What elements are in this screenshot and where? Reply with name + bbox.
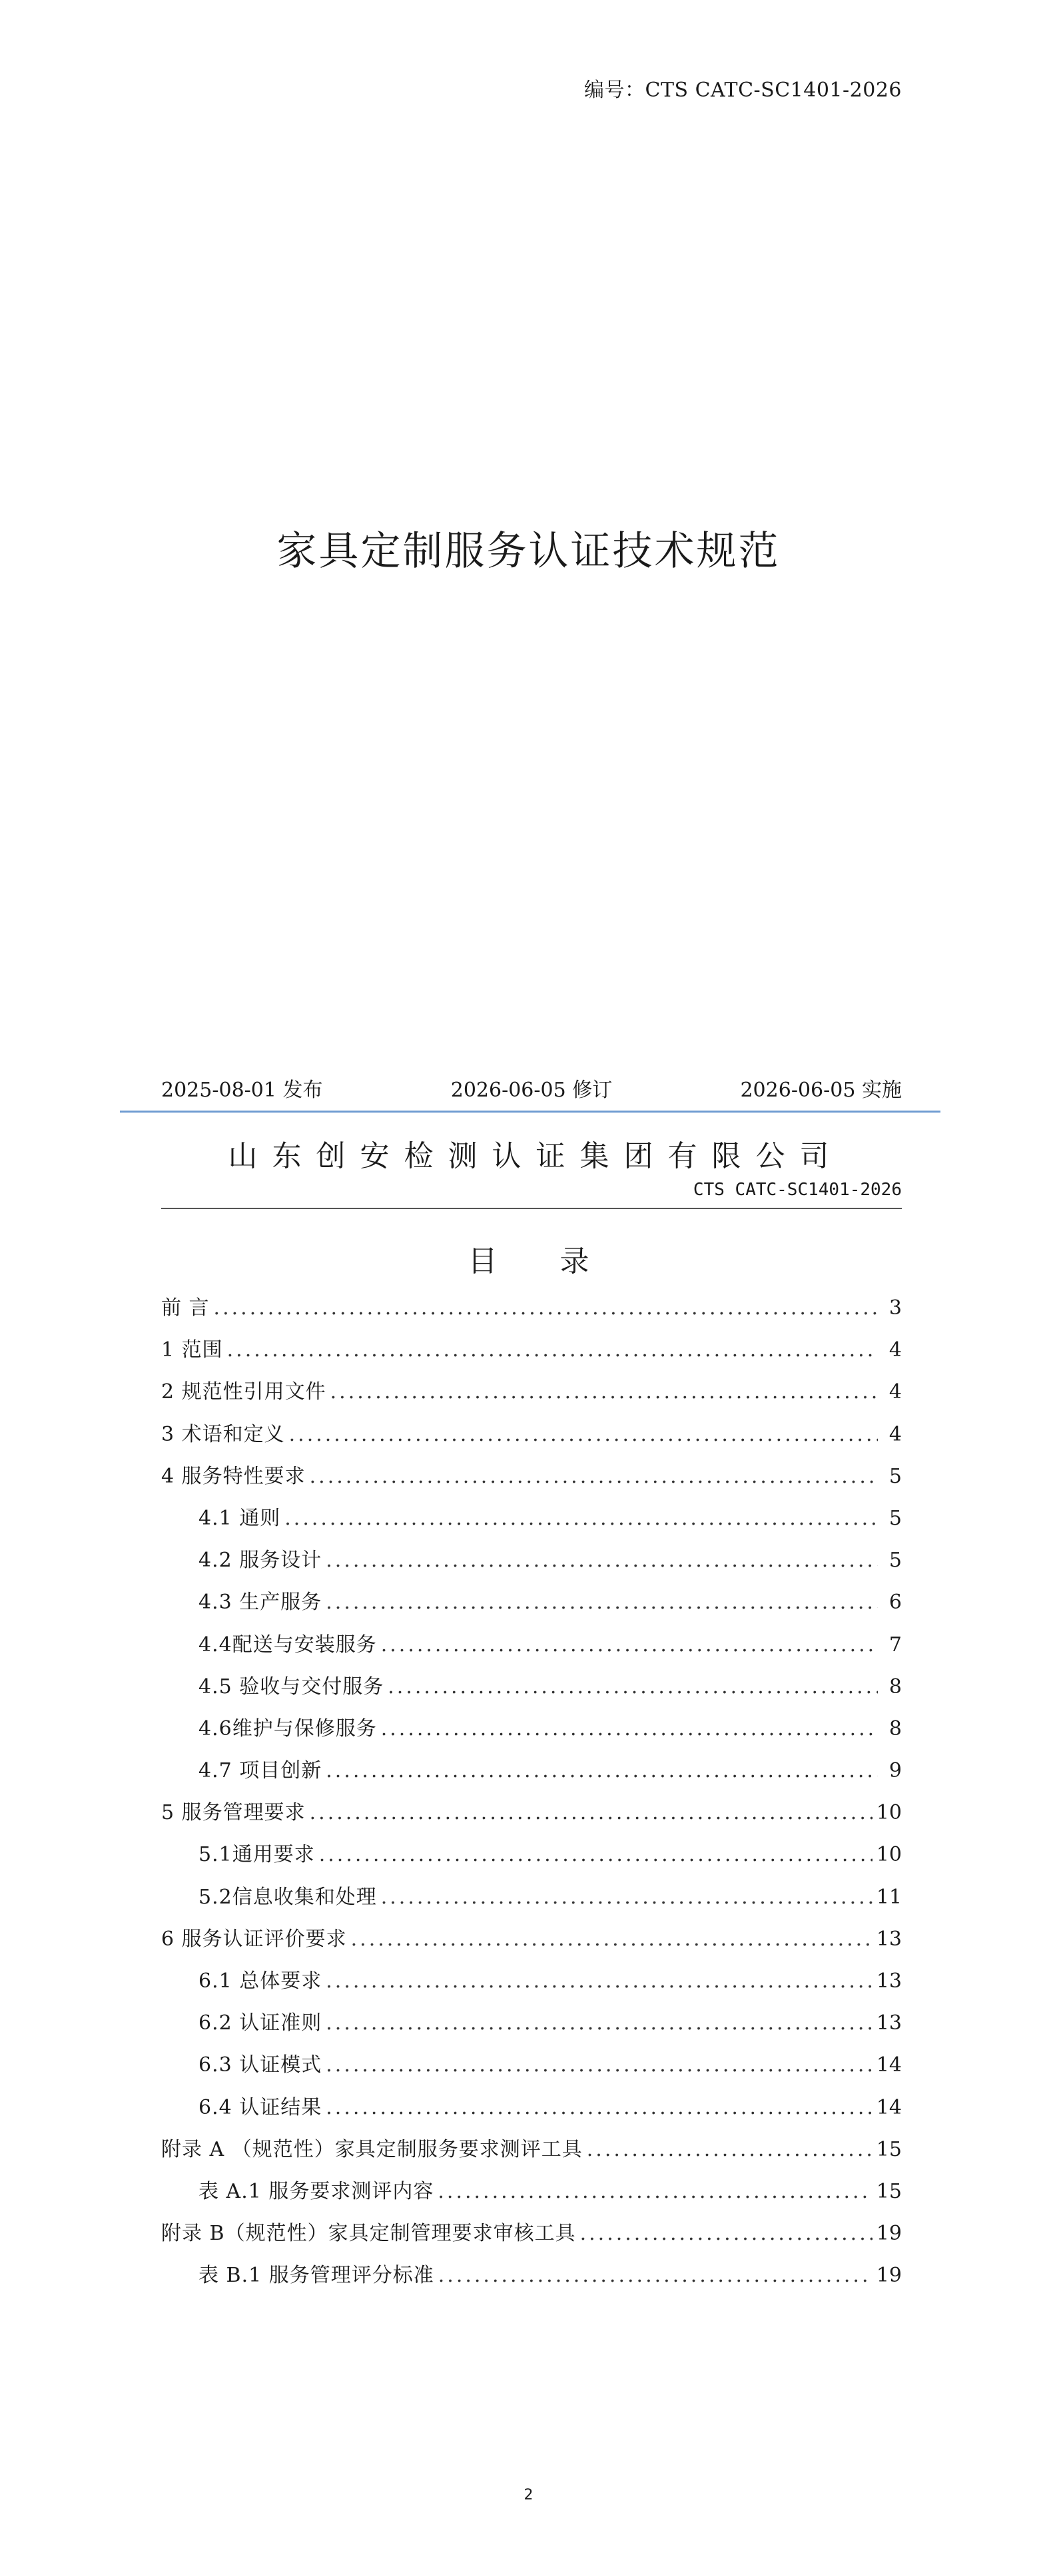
document-number: 编号：CTS CATC-SC1401-2026: [584, 79, 902, 102]
toc-entry[interactable]: [161, 1379, 902, 1421]
toc-leader-dots: [326, 1547, 878, 1574]
cover-title: 家具定制服务认证技术规范: [276, 528, 781, 575]
toc-entry-page: 13: [876, 1969, 902, 1993]
toc-entry[interactable]: [161, 2095, 902, 2137]
toc-entry-label: 3 术语和定义: [161, 1422, 285, 1446]
toc-leader-dots: [587, 2137, 873, 2163]
toc-entry[interactable]: [161, 2052, 902, 2094]
toc-entry-label: 附录 B（规范性）家具定制管理要求审核工具: [161, 2222, 576, 2246]
toc-entry-label: 5 服务管理要求: [161, 1801, 306, 1825]
toc-leader-dots: [351, 1926, 873, 1953]
toc-leader-dots: [438, 2262, 873, 2289]
toc-leader-dots: [326, 2052, 873, 2079]
toc-leader-dots: [326, 2095, 873, 2121]
toc-entry[interactable]: [161, 1968, 902, 2010]
toc-entry-page: 19: [876, 2264, 902, 2288]
toc-entry-label: 6.4 认证结果: [198, 2095, 322, 2119]
dates-row: [161, 1073, 902, 1103]
toc-entry[interactable]: [161, 2010, 902, 2052]
toc-entry-label: 4.1 通则: [198, 1506, 281, 1530]
toc-entry-label: 表 B.1 服务管理评分标准: [198, 2264, 434, 2288]
toc-entry[interactable]: [161, 2262, 902, 2304]
toc-entry-page: 5: [888, 1464, 902, 1488]
toc-leader-dots: [326, 1589, 878, 1616]
toc-entry-label: 表 A.1 服务要求测评内容: [198, 2179, 434, 2203]
toc-entry-page: 13: [876, 2011, 902, 2035]
toc-entry-label: 4 服务特性要求: [161, 1464, 306, 1488]
toc-entry-page: 15: [876, 2137, 902, 2161]
toc-entry[interactable]: [161, 1632, 902, 1674]
revised-date: 2026-06-05 修订: [450, 1079, 613, 1102]
toc-entry-page: 8: [888, 1716, 902, 1740]
toc-entry[interactable]: [161, 1589, 902, 1631]
page-number: 2: [524, 2487, 533, 2503]
toc-leader-dots: [381, 1716, 878, 1742]
toc-entry[interactable]: [161, 1842, 902, 1884]
toc-leader-dots: [381, 1632, 878, 1659]
toc-entry-page: 4: [888, 1338, 902, 1362]
cover-divider: [120, 1111, 940, 1113]
toc-entry-page: 5: [888, 1549, 902, 1573]
toc-entry-page: 14: [876, 2053, 902, 2077]
toc-entry-label: 6.2 认证准则: [198, 2011, 322, 2035]
toc-entry-label: 4.2 服务设计: [198, 1549, 322, 1573]
toc-entry[interactable]: [161, 1674, 902, 1716]
toc-entry-label: 2 规范性引用文件: [161, 1380, 326, 1404]
toc-entry[interactable]: [161, 1337, 902, 1379]
toc-entry[interactable]: [161, 1884, 902, 1926]
toc-entry-label: 附录 A （规范性）家具定制服务要求测评工具: [161, 2137, 583, 2161]
toc-entry-label: 1 范围: [161, 1338, 223, 1362]
toc-entry[interactable]: [161, 1463, 902, 1505]
toc-entry-page: 19: [876, 2222, 902, 2246]
published-date: 2025-08-01 发布: [161, 1079, 323, 1102]
toc-leader-dots: [388, 1674, 878, 1700]
toc-leader-dots: [330, 1379, 878, 1406]
header-divider: [161, 1208, 902, 1209]
toc-entry-label: 4.3 生产服务: [198, 1591, 322, 1615]
toc-entry-page: 13: [876, 1927, 902, 1951]
toc-entry[interactable]: [161, 1295, 902, 1337]
standard-code: CTS CATC-SC1401-2026: [693, 1180, 902, 1200]
toc-entry-page: 10: [876, 1843, 902, 1867]
toc-entry[interactable]: [161, 1716, 902, 1758]
toc-leader-dots: [438, 2179, 872, 2205]
toc-entry-page: 3: [888, 1296, 902, 1320]
toc-leader-dots: [326, 2010, 873, 2037]
toc-entry[interactable]: [161, 1926, 902, 1968]
toc-entry-label: 前 言: [161, 1296, 210, 1320]
toc-entry-page: 9: [888, 1759, 902, 1783]
toc-entry-label: 6.1 总体要求: [198, 1969, 322, 1993]
toc-entry-page: 14: [876, 2095, 902, 2119]
toc-leader-dots: [319, 1842, 873, 1868]
toc-entry[interactable]: [161, 1758, 902, 1800]
toc-entry-page: 15: [876, 2179, 902, 2203]
toc-entry[interactable]: [161, 2220, 902, 2262]
organization-name: 山东创安检测认证集团有限公司: [228, 1139, 844, 1173]
toc-entry-page: 11: [876, 1885, 902, 1909]
toc-leader-dots: [326, 1968, 873, 1995]
toc-entry-label: 5.2信息收集和处理: [198, 1885, 377, 1909]
effective-date: 2026-06-05 实施: [740, 1079, 902, 1102]
toc-entry[interactable]: [161, 2137, 902, 2179]
toc-title: 目 录: [468, 1244, 616, 1278]
toc-entry[interactable]: [161, 1800, 902, 1842]
toc-entry-page: 4: [888, 1422, 902, 1446]
toc-entry-label: 6.3 认证模式: [198, 2053, 322, 2077]
toc-entry-label: 4.7 项目创新: [198, 1759, 322, 1783]
toc-entry-label: 4.5 验收与交付服务: [198, 1674, 384, 1698]
toc-entry-page: 6: [888, 1591, 902, 1615]
toc-entry-page: 4: [888, 1380, 902, 1404]
toc-leader-dots: [284, 1505, 878, 1532]
table-of-contents: [161, 1295, 902, 2305]
toc-entry[interactable]: [161, 2179, 902, 2220]
toc-leader-dots: [227, 1337, 878, 1364]
toc-leader-dots: [326, 1758, 878, 1784]
toc-leader-dots: [580, 2220, 873, 2247]
toc-leader-dots: [214, 1295, 878, 1322]
toc-entry-page: 7: [888, 1633, 902, 1657]
toc-entry-page: 5: [888, 1506, 902, 1530]
toc-entry-page: 8: [888, 1674, 902, 1698]
toc-leader-dots: [310, 1463, 878, 1490]
toc-leader-dots: [381, 1884, 873, 1911]
toc-leader-dots: [310, 1800, 873, 1826]
toc-leader-dots: [289, 1421, 878, 1448]
toc-entry-label: 4.6维护与保修服务: [198, 1716, 377, 1740]
toc-entry-label: 5.1通用要求: [198, 1843, 315, 1867]
toc-entry-label: 4.4配送与安装服务: [198, 1633, 377, 1657]
toc-entry[interactable]: [161, 1421, 902, 1463]
toc-entry[interactable]: [161, 1547, 902, 1589]
toc-entry[interactable]: [161, 1505, 902, 1547]
toc-entry-page: 10: [876, 1801, 902, 1825]
toc-entry-label: 6 服务认证评价要求: [161, 1927, 347, 1951]
